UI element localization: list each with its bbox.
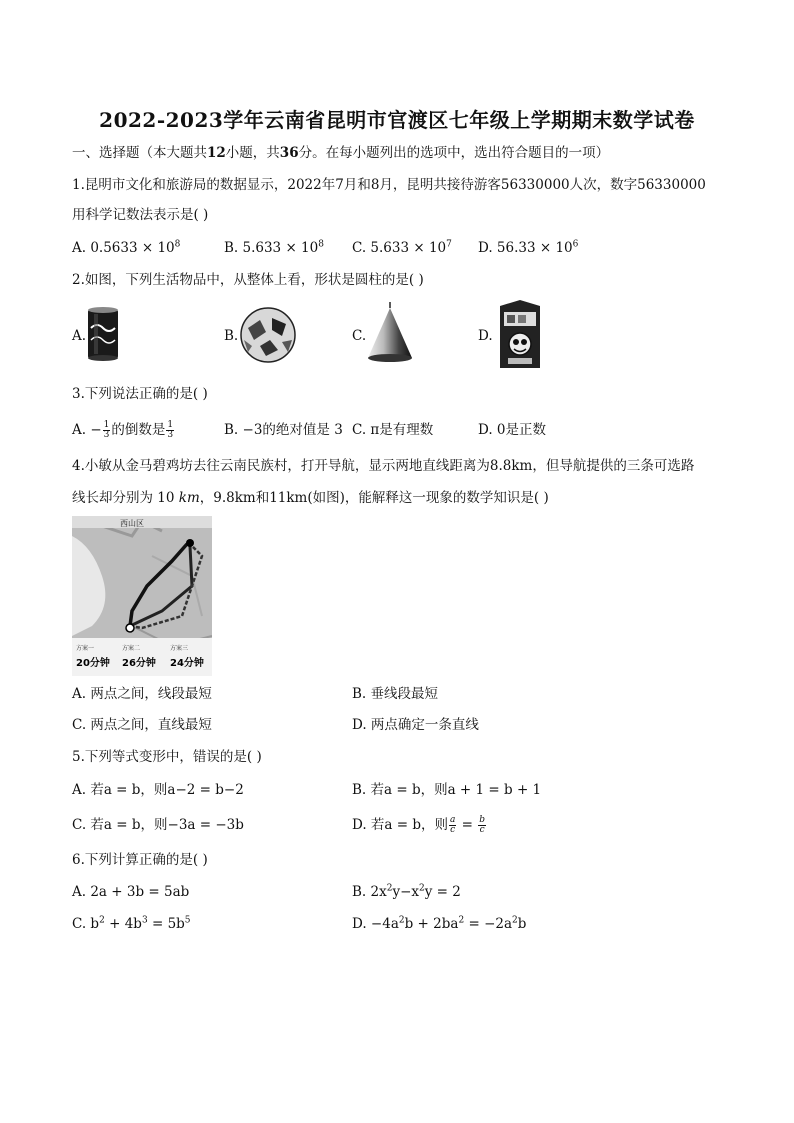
q1-option-b-exp: 8	[318, 239, 324, 250]
navigation-map-image	[72, 516, 212, 676]
q6-option-c[interactable]	[72, 914, 191, 934]
q4-option-b[interactable]: B. 垂线段最短	[352, 686, 439, 702]
page-title: 2022-2023学年云南省昆明市官渡区七年级上学期期末数学试卷	[99, 108, 695, 132]
q6-d-exp3: 2	[512, 915, 518, 926]
q1-stem-line2: 用科学记数法表示是( )	[72, 207, 209, 223]
q1-option-d-text: D. 56.33 × 10	[478, 240, 573, 256]
q1-option-c-exp: 7	[446, 239, 452, 250]
q4-stem-line2-km: km	[178, 490, 200, 506]
q6-c-exp2: 3	[141, 915, 148, 926]
q6-b-exp2: 2	[419, 883, 425, 894]
fraction-numerator-2: 1	[167, 420, 174, 430]
fraction-denominator: 3	[103, 430, 110, 440]
q2-stem: 2.如图，下列生活物品中，从整体上看，形状是圆柱的是( )	[72, 272, 424, 288]
q1-option-c[interactable]	[352, 238, 452, 258]
q6-d-part1: D. −4a	[352, 916, 399, 932]
q4-stem-line2-post: ，9.8km和11km(如图)，能解释这一现象的数学知识是( )	[199, 490, 549, 506]
q3-option-a-mid: 的倒数是	[111, 422, 166, 438]
q2-option-d-label[interactable]: D.	[478, 328, 493, 344]
q3-option-a[interactable]	[72, 420, 175, 440]
q6-c-part2: + 4b	[104, 916, 142, 932]
cone-image	[366, 302, 414, 364]
q1-option-d[interactable]	[478, 238, 578, 258]
map-route-1: 方案一	[76, 645, 95, 652]
q1-option-b-text: B. 5.633 × 10	[224, 240, 319, 256]
q6-option-b[interactable]	[352, 882, 461, 902]
q1-option-a-exp: 8	[174, 239, 181, 250]
fraction-one-third-2	[166, 421, 174, 440]
q2-option-c-label[interactable]: C.	[352, 328, 367, 344]
q6-c-exp1: 2	[99, 915, 105, 926]
fraction-denominator-c: c	[450, 825, 456, 835]
q1-option-b[interactable]	[224, 238, 324, 258]
fraction-numerator-b: b	[479, 815, 486, 825]
q6-d-exp2: 2	[458, 915, 465, 926]
q1-option-d-exp: 6	[572, 239, 579, 250]
q6-d-part3: = −2a	[464, 916, 513, 932]
q6-d-part4: b	[517, 916, 527, 932]
map-time-3: 24分钟	[170, 658, 204, 669]
q5-option-b[interactable]: B. 若a = b，则a + 1 = b + 1	[352, 782, 542, 798]
soda-can-image	[86, 306, 120, 362]
q6-d-exp1: 2	[398, 915, 405, 926]
fraction-denominator-c-2: c	[479, 825, 485, 835]
q3-stem: 3.下列说法正确的是( )	[72, 386, 208, 402]
q2-option-a-label[interactable]: A.	[72, 328, 87, 344]
map-route-3: 方案三	[170, 645, 189, 652]
section-heading-post: 分。在每小题列出的选项中，选出符合题目的一项）	[298, 145, 610, 161]
fraction-b-over-c	[478, 816, 486, 835]
milk-box-image	[494, 298, 546, 370]
q6-b-part2: y−x	[392, 884, 420, 900]
q6-b-part3: y = 2	[424, 884, 461, 900]
question-count: 12	[207, 145, 226, 161]
q4-stem-line2	[72, 488, 549, 508]
q6-c-part3: = 5b	[147, 916, 185, 932]
section-heading	[72, 143, 609, 163]
fraction-denominator-2: 3	[167, 430, 174, 440]
map-route-2: 方案二	[122, 645, 141, 652]
q5-option-a[interactable]: A. 若a = b，则a−2 = b−2	[72, 782, 244, 798]
q3-option-d[interactable]: D. 0是正数	[478, 422, 547, 438]
q3-option-a-prefix: A. −	[72, 422, 102, 438]
fraction-a-over-c	[449, 816, 456, 835]
section-heading-mid: 小题，共	[225, 145, 280, 161]
q5-option-c[interactable]: C. 若a = b，则−3a = −3b	[72, 817, 244, 833]
q4-option-d[interactable]: D. 两点确定一条直线	[352, 717, 479, 733]
q6-c-part1: C. b	[72, 916, 100, 932]
q5-stem: 5.下列等式变形中，错误的是( )	[72, 749, 262, 765]
section-heading-pre: 一、选择题（本大题共	[72, 145, 207, 161]
equals-sign: =	[457, 817, 478, 833]
q6-option-a[interactable]: A. 2a + 3b = 5ab	[72, 884, 190, 900]
q5-option-d[interactable]	[352, 815, 487, 835]
total-score: 36	[279, 145, 299, 161]
q1-option-a-text: A. 0.5633 × 10	[72, 240, 175, 256]
q4-option-a[interactable]: A. 两点之间，线段最短	[72, 686, 212, 702]
q6-b-exp1: 2	[386, 883, 393, 894]
map-time-2: 26分钟	[122, 658, 156, 669]
q1-option-c-text: C. 5.633 × 10	[352, 240, 447, 256]
map-time-1: 20分钟	[76, 658, 110, 669]
q4-stem-line1: 4.小敏从金马碧鸡坊去往云南民族村，打开导航，显示两地直线距离为8.8km，但导航提供的三条可选路	[72, 458, 695, 474]
map-label-top: 西山区	[120, 519, 144, 528]
q1-option-a[interactable]	[72, 238, 180, 258]
q6-stem: 6.下列计算正确的是( )	[72, 852, 208, 868]
fraction-numerator: 1	[103, 420, 110, 430]
q5-option-d-prefix: D. 若a = b，则	[352, 817, 449, 833]
fraction-one-third	[103, 421, 111, 440]
q6-c-exp3: 5	[184, 915, 191, 926]
q6-d-part2: b + 2ba	[404, 916, 459, 932]
soccer-ball-image	[238, 306, 298, 364]
q1-stem-line1: 1.昆明市文化和旅游局的数据显示，2022年7月和8月，昆明共接待游客56330000人次，数字56330000	[72, 177, 706, 193]
q4-option-c[interactable]: C. 两点之间，直线最短	[72, 717, 212, 733]
q3-option-b[interactable]: B. −3的绝对值是 3	[224, 422, 343, 438]
q2-option-b-label[interactable]: B.	[224, 328, 239, 344]
q6-option-d[interactable]	[352, 914, 526, 934]
q3-option-c[interactable]: C. π是有理数	[352, 422, 434, 438]
q6-b-part1: B. 2x	[352, 884, 387, 900]
q4-stem-line2-pre: 线长却分别为 10	[72, 490, 179, 506]
fraction-numerator-a: a	[450, 815, 456, 825]
